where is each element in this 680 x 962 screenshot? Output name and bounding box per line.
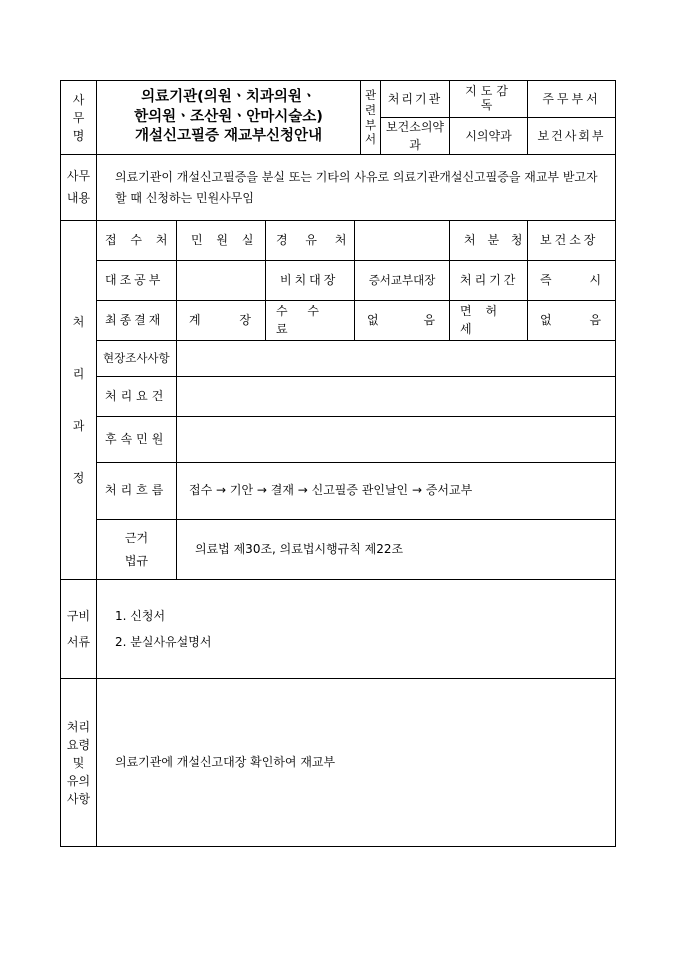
legal-basis-text: 의료법 제30조, 의료법시행규칙 제22조 bbox=[177, 520, 616, 580]
requirements-value bbox=[177, 377, 616, 417]
fee-value: 없 음 bbox=[355, 301, 450, 341]
processing-period-value: 즉 시 bbox=[528, 261, 616, 301]
legal-basis-label: 근거 법규 bbox=[97, 520, 177, 580]
transit-label: 경 유 처 bbox=[266, 221, 355, 261]
main-dept-value: 보건사회부 bbox=[528, 118, 616, 155]
application-guide-form bbox=[60, 80, 615, 858]
follow-up-label: 후속민원 bbox=[97, 417, 177, 463]
reception-label: 접 수 처 bbox=[97, 221, 177, 261]
processing-period-label: 처리기간 bbox=[450, 261, 528, 301]
reference-register-label: 대조공부 bbox=[97, 261, 177, 301]
main-dept-header: 주무부서 bbox=[528, 81, 616, 118]
reception-value: 민 원 실 bbox=[177, 221, 266, 261]
processing-agency-header: 처리기관 bbox=[381, 81, 450, 118]
affair-content-text: 의료기관이 개설신고필증을 분실 또는 기타의 사유로 의료기관개설신고필증을 재교부 받고자 할 때 신청하는 민원사무임 bbox=[97, 155, 616, 221]
required-docs-label: 구비 서류 bbox=[61, 580, 97, 679]
license-tax-value: 없 음 bbox=[528, 301, 616, 341]
reference-register-value bbox=[177, 261, 266, 301]
required-doc-item: 1. 신청서 bbox=[115, 608, 166, 623]
stored-register-label: 비치대장 bbox=[266, 261, 355, 301]
final-approval-value: 계 장 bbox=[177, 301, 266, 341]
required-doc-item: 2. 분실사유설명서 bbox=[115, 635, 212, 649]
affair-name-label: 사 무 명 bbox=[61, 81, 97, 155]
form-title: 의료기관(의원ㆍ치과의원ㆍ 한의원ㆍ조산원ㆍ안마시술소) 개설신고필증 재교부신청안내 bbox=[97, 81, 361, 155]
transit-value bbox=[355, 221, 450, 261]
fee-label: 수 수 료 bbox=[266, 301, 355, 341]
supervision-value: 시의약과 bbox=[450, 118, 528, 155]
supervision-header: 지도감독 bbox=[450, 81, 528, 118]
processing-agency-value: 보건소의약과 bbox=[381, 118, 450, 155]
required-docs-list bbox=[97, 580, 616, 679]
final-approval-label: 최종결재 bbox=[97, 301, 177, 341]
stored-register-value: 증서교부대장 bbox=[355, 261, 450, 301]
disposition-value: 보건소장 bbox=[528, 221, 616, 261]
process-flow-value: 접수 → 기안 → 결재 → 신고필증 관인날인 → 증서교부 bbox=[177, 463, 616, 520]
process-label: 처 리 과 정 bbox=[61, 221, 97, 580]
form-table bbox=[60, 80, 616, 847]
affair-content-label: 사무 내용 bbox=[61, 155, 97, 221]
requirements-label: 처리요건 bbox=[97, 377, 177, 417]
process-flow-label: 처리흐름 bbox=[97, 463, 177, 520]
notes-text: 의료기관에 개설신고대장 확인하여 재교부 bbox=[97, 679, 616, 847]
site-survey-value bbox=[177, 341, 616, 377]
follow-up-value bbox=[177, 417, 616, 463]
notes-label: 처리 요령 및 유의 사항 bbox=[61, 679, 97, 847]
license-tax-label: 면 허 세 bbox=[450, 301, 528, 341]
site-survey-label: 현장조사사항 bbox=[97, 341, 177, 377]
disposition-label: 처 분 청 bbox=[450, 221, 528, 261]
related-dept-label: 관 련 부 서 bbox=[361, 81, 381, 155]
